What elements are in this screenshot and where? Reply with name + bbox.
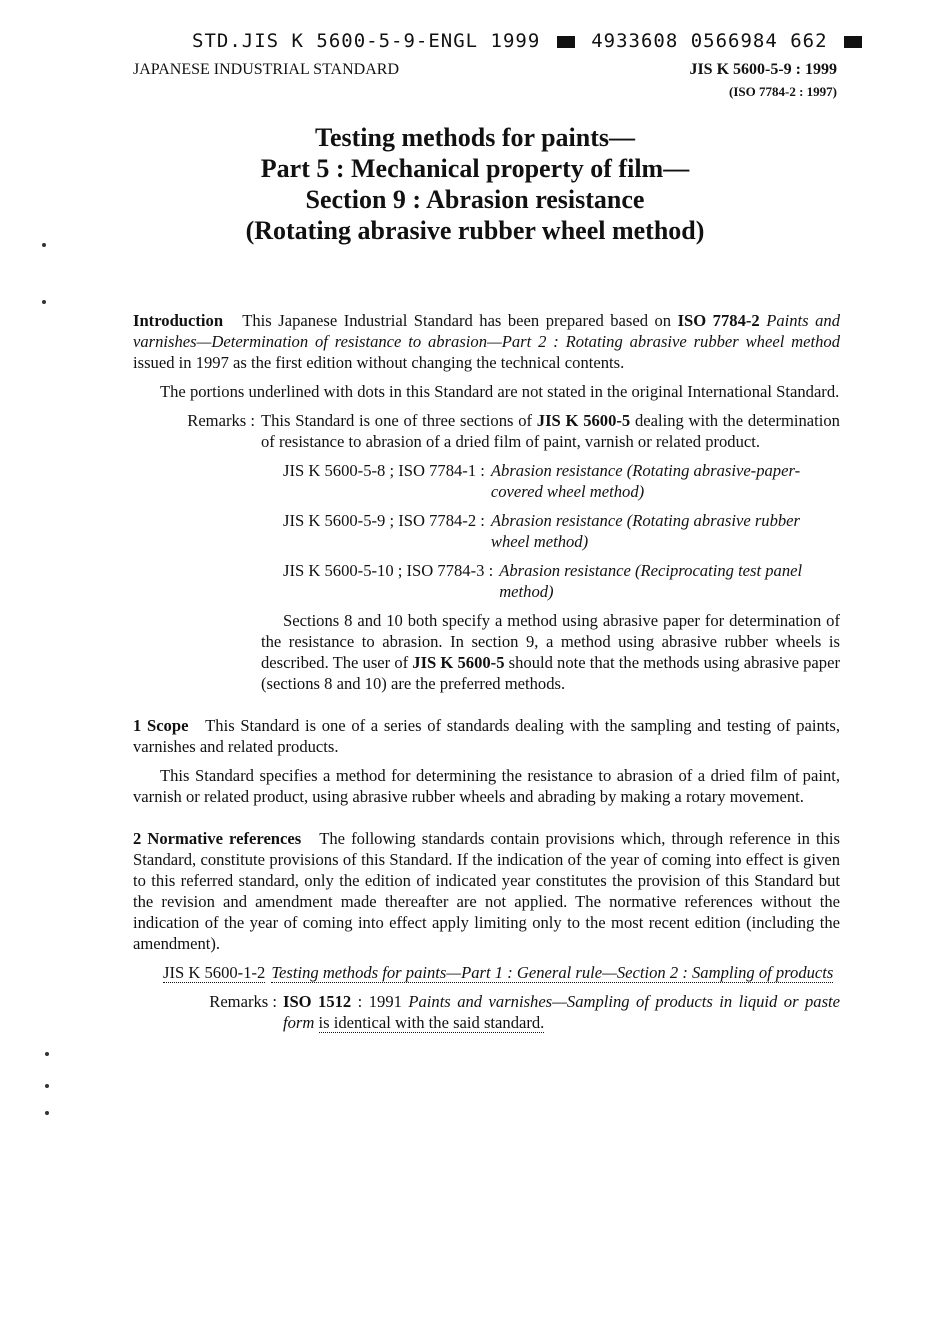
document-body (133, 310, 840, 1033)
related-section-item (283, 560, 840, 602)
related-section-item (283, 510, 840, 552)
remarks-2-label: Remarks : (209, 992, 277, 1011)
header-org: JAPANESE INDUSTRIAL STANDARD (133, 61, 399, 78)
remarks-note-text-2: should note that the methods using abrasive paper (sections 8 and 10) are the preferred methods. (261, 653, 840, 693)
margin-mark (42, 243, 46, 247)
normative-paragraph (133, 828, 840, 954)
remarks-note-bold: JIS K 5600-5 (412, 653, 505, 672)
related-section-title: Abrasion resistance (Rotating abrasive-paper-covered wheel method) (490, 461, 801, 501)
normative-reference-item (163, 962, 840, 983)
remarks-text-2: dealing with the determination of resistance to abrasion of a dried film of paint, varnish or related product. (261, 411, 840, 451)
normative-text: The following standards contain provisions which, through reference in this Standard, constitute provisions of this Standard. If the indication of the year of coming into effect is given to this referred standard, only the edition of indicated year constitutes the provision of this Standard but the revision and amendment made thereafter are not applied. The normative references without the indication of the year of coming into effect apply limiting only to the most recent edition (including the amendment). (133, 829, 840, 953)
margin-mark (42, 300, 46, 304)
title-line-2: Part 5 : Mechanical property of film— (260, 154, 690, 183)
remarks-note-text-1: Sections 8 and 10 both specify a method using abrasive paper for determination of the resistance to abrasion. In section 9, a method using abrasive rubber wheels is described. The user of (261, 611, 840, 672)
scope-paragraph-2: This Standard specifies a method for determining the resistance to abrasion of a dried film of paint, varnish or related product, using abrasive rubber wheels and abrading by making a rotary movement. (133, 766, 840, 806)
margin-mark (45, 1084, 49, 1088)
remarks-2-text (283, 991, 840, 1033)
stamp-bar-2 (844, 36, 862, 48)
margin-mark (45, 1111, 49, 1115)
related-section-code: JIS K 5600-5-9 ; ISO 7784-2 : (283, 511, 485, 530)
intro-text-2: issued in 1997 as the first edition without changing the technical contents. (133, 353, 625, 372)
document-title (0, 122, 950, 246)
intro-italic: Paints and varnishes—Determination of resistance to abrasion—Part 2 : Rotating abrasive rubber wheel method (133, 311, 840, 351)
normative-reference-code: JIS K 5600-1-2 (163, 963, 266, 982)
scope-text-1: This Standard is one of a series of standards dealing with the sampling and testing of paints, varnishes and related products. (133, 716, 841, 756)
stamp-middle: 4933608 0566984 662 (591, 30, 828, 52)
remarks-2-bold: ISO 1512 (283, 992, 352, 1011)
header-number: JIS K 5600-5-9 : 1999 (689, 61, 837, 78)
remarks-2-text-2: is identical with the said standard. (318, 1013, 545, 1032)
remarks-text-1: This Standard is one of three sections of (261, 411, 537, 430)
intro-text-1: This Japanese Industrial Standard has been prepared based on (242, 311, 678, 330)
related-section-code: JIS K 5600-5-8 ; ISO 7784-1 : (283, 461, 485, 480)
scan-stamp (192, 30, 866, 52)
remarks-text (261, 410, 840, 452)
intro-iso: ISO 7784-2 (677, 311, 760, 330)
normative-heading: 2 Normative references (133, 829, 302, 848)
remarks-2-text-1: : 1991 (351, 992, 409, 1011)
related-section-title: Abrasion resistance (Reciprocating test panel method) (499, 561, 803, 601)
remarks-label: Remarks : (187, 411, 255, 430)
remarks-note (261, 610, 840, 694)
header-iso: (ISO 7784-2 : 1997) (729, 84, 837, 99)
scope-heading: 1 Scope (133, 716, 189, 735)
related-section-item (283, 460, 840, 502)
scope-paragraph (133, 715, 840, 757)
margin-mark (45, 1052, 49, 1056)
title-line-1: Testing methods for paints— (315, 123, 635, 152)
intro-heading: Introduction (133, 311, 224, 330)
title-line-4: (Rotating abrasive rubber wheel method) (245, 216, 705, 245)
remarks-block-2 (133, 991, 840, 1033)
remarks-2-italic: Paints and varnishes—Sampling of products in liquid or paste form (283, 992, 841, 1032)
normative-reference-title: Testing methods for paints—Part 1 : General rule—Section 2 : Sampling of products (271, 963, 834, 982)
stamp-bar-1 (557, 36, 575, 48)
title-line-3: Section 9 : Abrasion resistance (305, 185, 645, 214)
stamp-left: STD.JIS K 5600-5-9-ENGL 1999 (192, 30, 541, 52)
remarks-bold: JIS K 5600-5 (536, 411, 631, 430)
remarks-block (133, 410, 840, 452)
intro-paragraph-2: The portions underlined with dots in this Standard are not stated in the original International Standard. (160, 382, 840, 401)
related-section-code: JIS K 5600-5-10 ; ISO 7784-3 : (283, 561, 494, 580)
intro-paragraph (133, 310, 840, 373)
related-section-title: Abrasion resistance (Rotating abrasive rubber wheel method) (490, 511, 800, 551)
